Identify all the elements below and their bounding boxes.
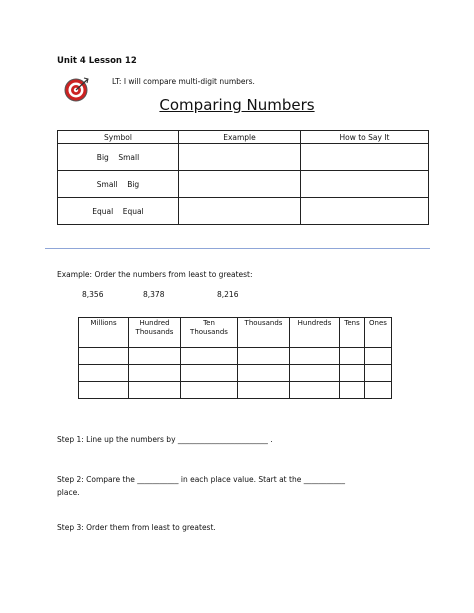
example-cell[interactable] (179, 171, 301, 198)
header-hundred-thousands: Hundred Thousands (129, 318, 181, 348)
page-title: Comparing Numbers (159, 96, 315, 114)
table-row (58, 144, 429, 171)
symbol-left: Equal (92, 206, 114, 216)
symbol-cell (58, 144, 179, 171)
place-value-cell[interactable] (365, 365, 392, 382)
example-number-3: 8,216 (217, 290, 239, 299)
place-value-cell[interactable] (181, 382, 238, 399)
table-row (79, 382, 392, 399)
header-how-to-say: How to Say It (301, 131, 429, 144)
symbol-table (57, 130, 429, 225)
place-value-cell[interactable] (290, 365, 340, 382)
symbol-right: Small (118, 152, 140, 162)
learning-target: LT: I will compare multi-digit numbers. (112, 77, 255, 86)
step-1: Step 1: Line up the numbers by ________________________ . (57, 435, 273, 444)
place-value-cell[interactable] (129, 365, 181, 382)
step-2: Step 2: Compare the ___________ in each place value. Start at the ___________ place. (57, 475, 345, 497)
place-value-cell[interactable] (79, 348, 129, 365)
place-value-header (79, 318, 392, 348)
place-value-cell[interactable] (238, 365, 290, 382)
place-value-cell[interactable] (79, 365, 129, 382)
symbol-cell (58, 198, 179, 225)
section-divider (45, 248, 430, 249)
place-value-cell[interactable] (340, 365, 365, 382)
example-number-1: 8,356 (82, 290, 104, 299)
how-to-say-cell[interactable] (301, 198, 429, 225)
place-value-cell[interactable] (129, 348, 181, 365)
header-ones: Ones (365, 318, 392, 348)
symbol-left: Small (96, 179, 118, 189)
header-ten-thousands: Ten Thousands (181, 318, 238, 348)
place-value-cell[interactable] (238, 382, 290, 399)
example-cell[interactable] (179, 144, 301, 171)
how-to-say-cell[interactable] (301, 171, 429, 198)
header-millions: Millions (79, 318, 129, 348)
header-thousands: Thousands (238, 318, 290, 348)
header-hundreds: Hundreds (290, 318, 340, 348)
place-value-cell[interactable] (129, 382, 181, 399)
place-value-cell[interactable] (181, 348, 238, 365)
place-value-cell[interactable] (290, 382, 340, 399)
place-value-cell[interactable] (340, 382, 365, 399)
symbol-cell (58, 171, 179, 198)
table-row (79, 365, 392, 382)
example-number-2: 8,378 (143, 290, 165, 299)
place-value-table (78, 317, 392, 399)
symbol-right: Big (127, 179, 140, 189)
step-3: Step 3: Order them from least to greatest. (57, 523, 216, 532)
unit-lesson-label: Unit 4 Lesson 12 (57, 56, 137, 66)
symbol-left: Big (96, 152, 109, 162)
place-value-cell[interactable] (365, 382, 392, 399)
example-cell[interactable] (179, 198, 301, 225)
place-value-cell[interactable] (365, 348, 392, 365)
header-example: Example (179, 131, 301, 144)
symbol-right: Equal (122, 206, 144, 216)
header-tens: Tens (340, 318, 365, 348)
table-row (79, 348, 392, 365)
header-symbol: Symbol (58, 131, 179, 144)
place-value-cell[interactable] (238, 348, 290, 365)
place-value-cell[interactable] (340, 348, 365, 365)
table-row (58, 171, 429, 198)
place-value-cell[interactable] (290, 348, 340, 365)
table-row (58, 198, 429, 225)
place-value-cell[interactable] (79, 382, 129, 399)
how-to-say-cell[interactable] (301, 144, 429, 171)
symbol-table-header (58, 131, 429, 144)
place-value-cell[interactable] (181, 365, 238, 382)
example-instruction: Example: Order the numbers from least to greatest: (57, 270, 253, 279)
